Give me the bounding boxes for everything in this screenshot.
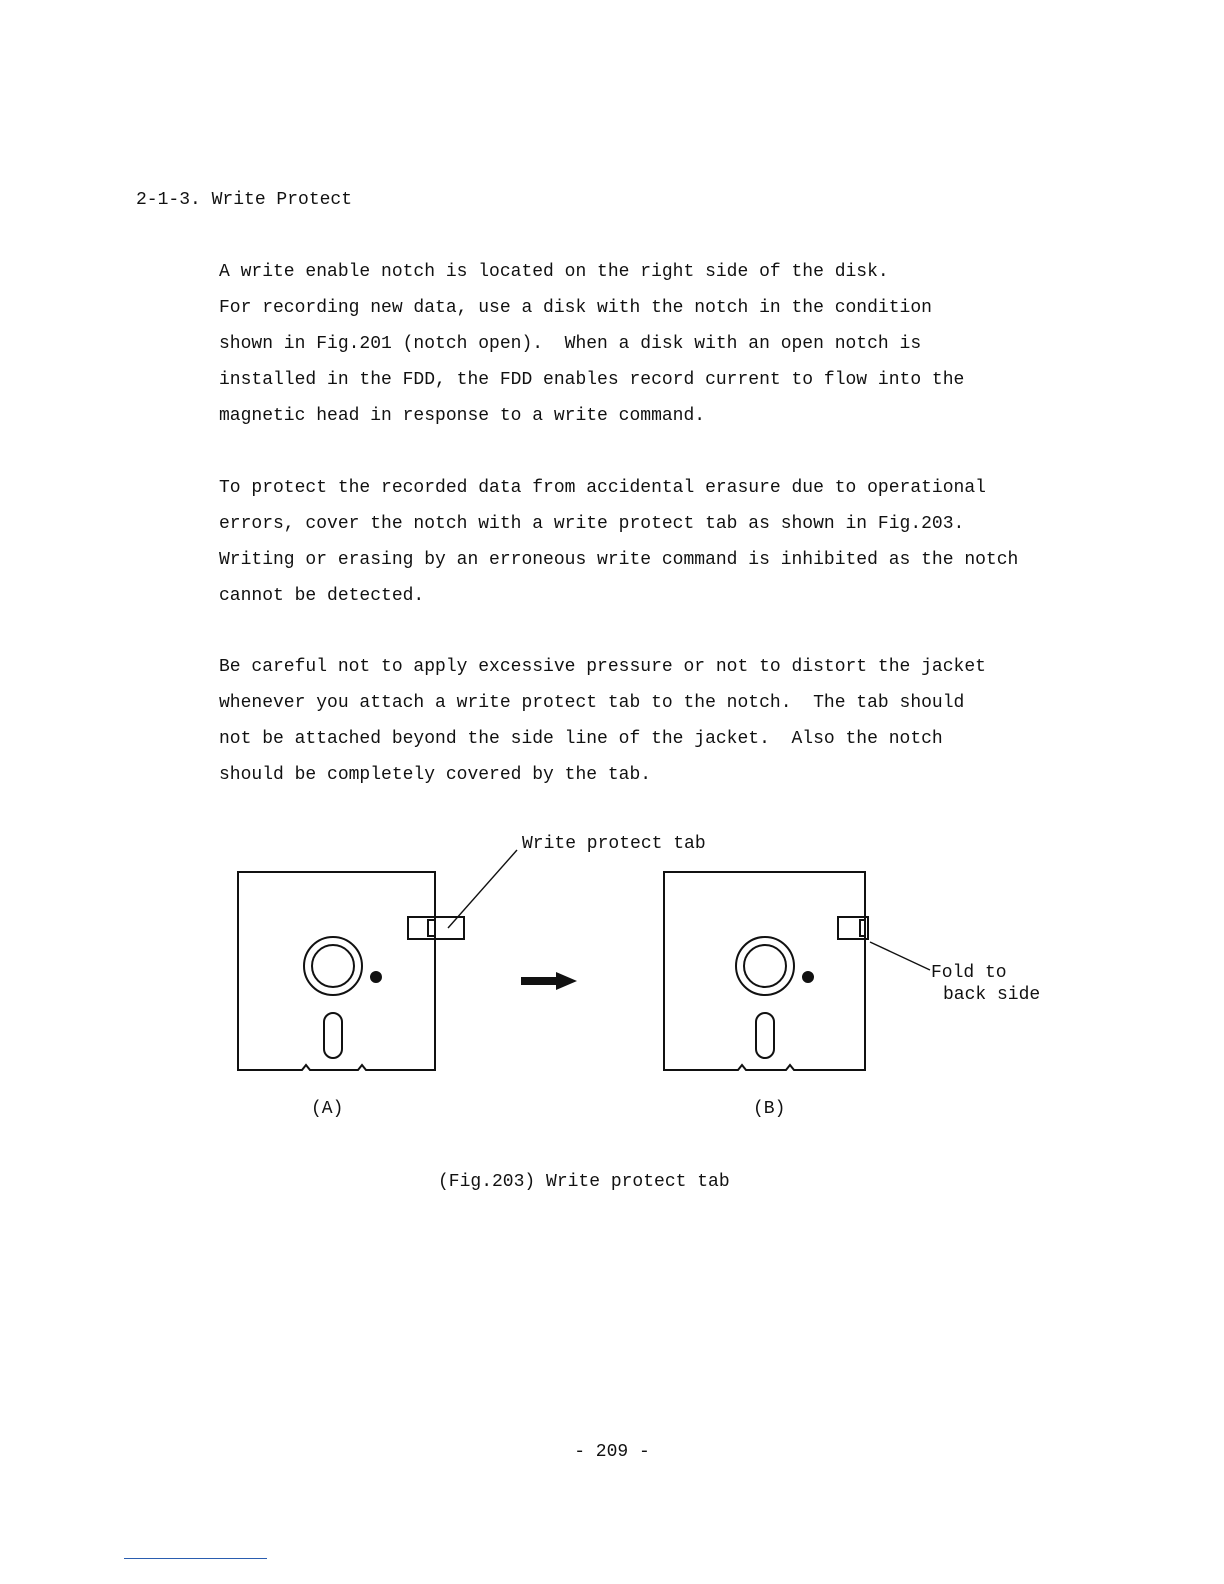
label-panel-b: (B)	[753, 1099, 786, 1119]
label-fold-to: Fold to	[931, 963, 1007, 983]
paragraph-line: For recording new data, use a disk with the notch in the condition	[219, 298, 932, 318]
label-back-side: back side	[943, 985, 1041, 1005]
footer-rule	[124, 1558, 267, 1559]
paragraph-line: installed in the FDD, the FDD enables record current to flow into the	[219, 370, 965, 390]
label-panel-a: (A)	[311, 1099, 344, 1119]
paragraph-line: A write enable notch is located on the right side of the disk.	[219, 262, 889, 282]
floppy-disk-a-icon	[238, 872, 435, 1070]
paragraph-line: should be completely covered by the tab.	[219, 765, 652, 785]
paragraph-line: magnetic head in response to a write command.	[219, 406, 706, 426]
floppy-disk-b-icon	[664, 872, 865, 1070]
figure-drawing	[0, 820, 1224, 1220]
paragraph-careful-attach	[219, 649, 1119, 793]
label-write-protect-tab: Write protect tab	[522, 834, 706, 854]
paragraph-protect-data	[219, 470, 1119, 614]
write-protect-tab-b-icon	[838, 917, 868, 939]
paragraph-line: shown in Fig.201 (notch open). When a disk with an open notch is	[219, 334, 922, 354]
arrow-right-icon	[521, 972, 577, 990]
page-number: - 209 -	[574, 1442, 650, 1462]
paragraph-line: To protect the recorded data from accidental erasure due to operational	[219, 478, 986, 498]
paragraph-line: cannot be detected.	[219, 586, 425, 606]
tab-leader-line	[448, 850, 517, 928]
paragraph-line: Writing or erasing by an erroneous write command is inhibited as the notch	[219, 550, 1019, 570]
paragraph-line: Be careful not to apply excessive pressure or not to distort the jacket	[219, 657, 986, 677]
paragraph-line: not be attached beyond the side line of the jacket. Also the notch	[219, 729, 943, 749]
paragraph-line: whenever you attach a write protect tab to the notch. The tab should	[219, 693, 965, 713]
paragraph-line: errors, cover the notch with a write protect tab as shown in Fig.203.	[219, 514, 965, 534]
fold-leader-line	[870, 942, 930, 970]
figure-caption: (Fig.203) Write protect tab	[438, 1172, 730, 1192]
figure-write-protect-tab	[0, 820, 1224, 1220]
section-heading: 2-1-3. Write Protect	[136, 190, 353, 210]
paragraph-write-enable-notch	[219, 254, 1119, 434]
